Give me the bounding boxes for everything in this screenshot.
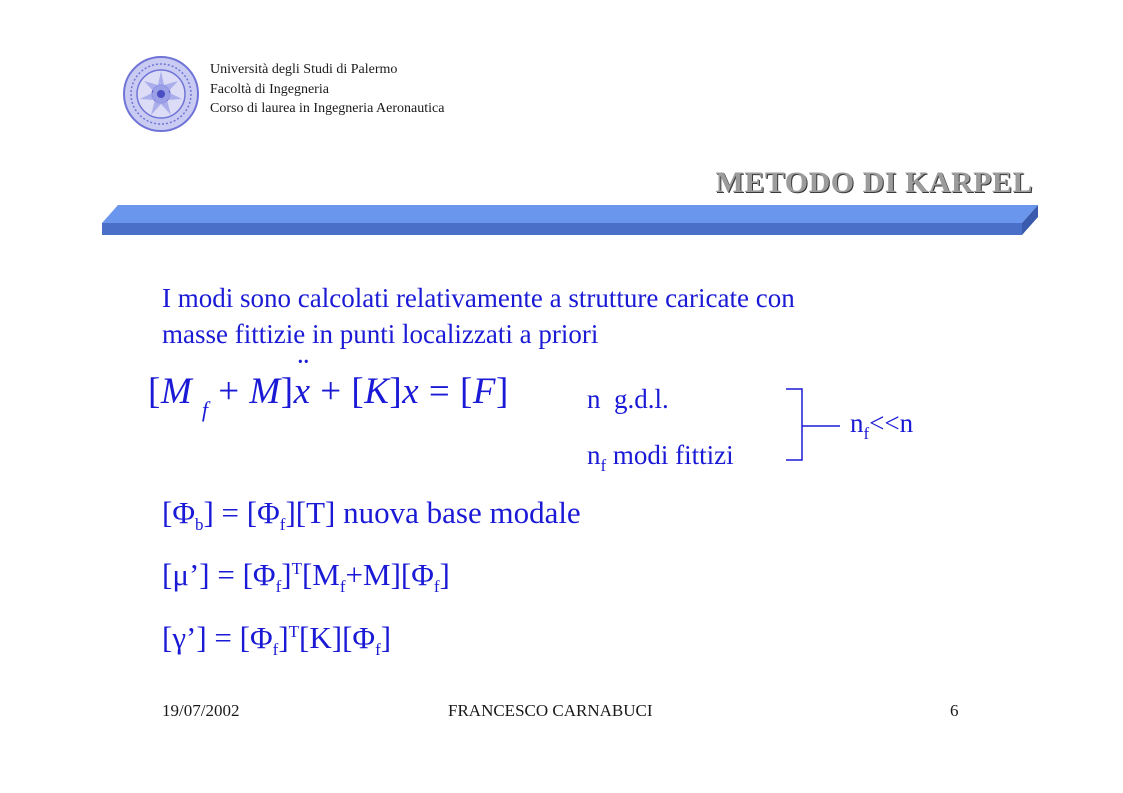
bracket-open: [ — [148, 371, 161, 412]
dof-note — [587, 384, 669, 415]
nf-base: n — [587, 440, 601, 470]
equals-sign: = — [419, 371, 461, 412]
modal-mass-formula — [162, 557, 450, 596]
rel-n: n — [850, 408, 864, 438]
mass-symbol: M — [160, 371, 193, 412]
bracket-close: ] — [280, 371, 294, 412]
gamma-sub-1: f — [272, 640, 279, 659]
acceleration-symbol: ¨ x — [294, 370, 311, 413]
intro-text — [162, 280, 795, 352]
footer-date: 19/07/2002 — [162, 701, 240, 720]
mass-symbol-2: M — [249, 371, 281, 412]
mu-part-a: [μ’] = [Φ — [162, 557, 276, 592]
rel-tail: <<n — [869, 408, 914, 438]
dof-n: n — [587, 384, 601, 414]
dof-label: g.d.l. — [614, 384, 669, 414]
stiffness-symbol: K — [364, 371, 390, 412]
university-seal-icon — [122, 55, 200, 133]
modal-base-formula — [162, 495, 581, 534]
phi-b-part-c: ] = [Φ — [203, 495, 280, 530]
mu-sub-3: f — [433, 577, 440, 596]
fictitious-modes-label: modi fittizi — [612, 440, 734, 470]
university-name: Università degli Studi di Palermo — [210, 62, 398, 77]
nf-subscript: f — [600, 456, 607, 475]
plus-sign: + — [208, 371, 250, 412]
fictitious-subscript: f — [201, 397, 209, 422]
displacement-symbol: x — [402, 371, 420, 412]
fictitious-modes-note — [587, 440, 734, 475]
gamma-sub-2: f — [375, 640, 381, 659]
bracket-open-2: [ — [351, 371, 365, 412]
mu-part-g: +M][Φ — [345, 557, 434, 592]
gamma-transpose: T — [288, 622, 300, 641]
mode-relation — [850, 408, 914, 443]
force-symbol: F — [472, 371, 496, 412]
bracket-close-3: ] — [495, 371, 509, 412]
title-divider-bar — [100, 204, 1040, 238]
phi-b-part-e: ][T] nuova base modale — [285, 495, 581, 530]
page-number: 6 — [950, 701, 959, 720]
mu-sub-2: f — [339, 577, 346, 596]
mu-transpose: T — [291, 559, 302, 578]
course-name: Corso di laurea in Ingegneria Aeronautica — [210, 101, 445, 116]
gamma-part-c: ] — [278, 620, 289, 655]
modal-stiffness-formula — [162, 620, 392, 659]
bracket-close-2: ] — [389, 371, 403, 412]
rel-subscript: f — [863, 424, 870, 443]
slide-title: METODO DI KARPEL — [715, 166, 1033, 199]
equation-of-motion — [148, 370, 509, 422]
mu-sub-1: f — [275, 577, 282, 596]
intro-line-2: masse fittizie in punti localizzati a priori — [162, 319, 599, 349]
phi-f-subscript: f — [279, 515, 286, 534]
gamma-part-e: [K][Φ — [299, 620, 376, 655]
gamma-part-g: ] — [380, 620, 392, 655]
intro-line-1: I modi sono calcolati relativamente a strutture caricate con — [162, 283, 795, 313]
institution-header — [210, 60, 444, 119]
mu-part-e: [M — [301, 557, 340, 592]
bracket-open-3: [ — [460, 371, 473, 412]
mu-part-i: ] — [439, 557, 450, 592]
phi-b-part-a: [Φ — [162, 495, 195, 530]
grouping-bracket — [780, 388, 840, 462]
plus-sign-2: + — [310, 371, 352, 412]
mu-part-c: ] — [281, 557, 292, 592]
phi-b-subscript: b — [194, 515, 204, 534]
footer-author: FRANCESCO CARNABUCI — [448, 701, 653, 720]
gamma-part-a: [γ’] = [Φ — [162, 620, 273, 655]
faculty-name: Facoltà di Ingegneria — [210, 81, 329, 97]
